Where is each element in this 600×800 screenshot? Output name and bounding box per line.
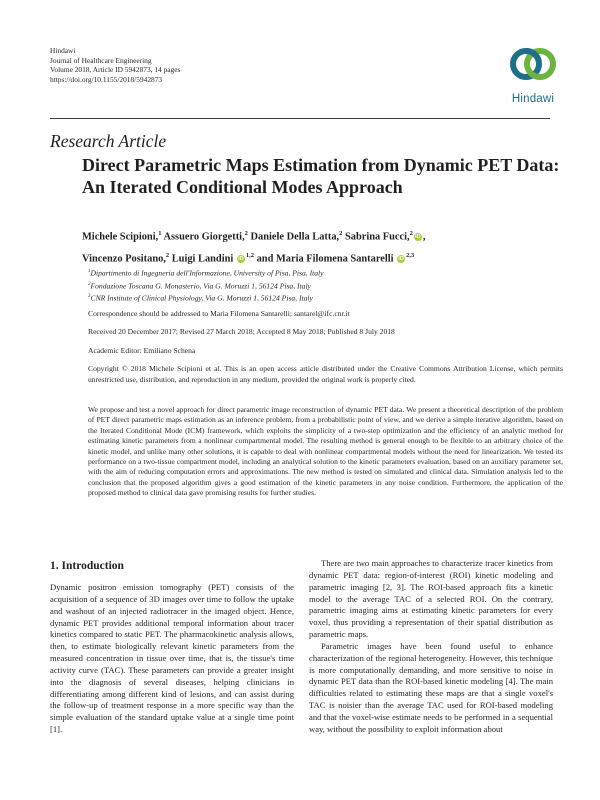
author-name[interactable]: Luigi Landini — [169, 253, 234, 265]
abstract: We propose and test a novel approach for direct parametric image reconstruction of dynamic PET data. We present a theoretical description of the problem of PET direct parametric maps estimation as an inference problem, from a probabilistic point of view, and we derive a simple iterative algorithm, based on the Iterated Conditional Mode (ICM) framework, which exploits the simplicity of a two-step optimization and the efficiency of an analytic method for estimating kinetic parameters from a nonlinear compartmental model. The resulting method is general enough to be flexible to an arbitrary choice of the kinetic model, and unlike many other solutions, it is capable to deal with nonlinear compartmental models without the need for linearization. We tested its performance on a two-tissue compartment model, including an analytical solution to the kinetic parameters evaluation, based on an auxiliary parameter set, with the aim of reducing computation errors and approximations. The new method is tested on simulated and clinical data. Simulation analysis led to the conclusion that the proposed algorithm gives a good estimation of the kinetic parameters in any noise condition. Furthermore, the application of the proposed method to clinical data gave promising results for further studies. — [88, 405, 563, 498]
hindawi-logo-text: Hindawi — [511, 93, 555, 105]
orcid-icon[interactable]: iD — [398, 256, 404, 263]
author-name[interactable]: and Maria Filomena Santarelli — [254, 253, 394, 265]
affiliation-item: $^1$Dipartimento di Ingegneria dell'Informazione, University of Pisa, Pisa, Italy — [88, 268, 324, 278]
author-name[interactable]: Sabrina Fucci, — [342, 231, 410, 243]
academic-editor: Academic Editor: Emiliano Schena — [88, 346, 196, 355]
author-name[interactable]: Daniele Della Latta, — [247, 231, 340, 243]
author-name[interactable]: Michele Scipioni, — [82, 231, 159, 243]
affiliation-marker: 1 — [158, 230, 162, 237]
author-name[interactable]: Vincenzo Positano, — [82, 253, 166, 265]
article-type: Research Article — [50, 131, 167, 151]
paragraph: Dynamic positron emission tomography (PET) consists of the acquisition of a sequence of 3D images over time to follow the uptake and washout of an injected radiotracer in the imaged object. Hence, dynamic PET provides additional temporal information about tracer kinetics compared to static PET. The pharmacokinetic analysis allows, then, to estimate biologically relevant kinetic parameters from the measured concentration in tissue over time, that is, the tissue's time activity curve (TAC). These parameters can provide a greater insight into the diagnosis of several diseases, helping clinicians in differentiating among different kind of lesions, and can assist during the follow-up of treatment response in a more specific way than the simple evaluation of the standard uptake value at a single time point [1]. — [50, 582, 294, 735]
author-line-1: Michele Scipioni,$^1$ Assuero Giorgetti,$^2$ Daniele Della Latta,$^2$ Sabrina Fucci,$^2$iD , — [82, 230, 426, 243]
journal-header — [50, 46, 180, 84]
orcid-icon[interactable]: iD — [238, 256, 244, 263]
affiliation-marker: 2,3 — [406, 251, 415, 259]
journal-name: Journal of Healthcare Engineering — [50, 55, 152, 65]
paragraph: There are two main approaches to characterize tracer kinetics from dynamic PET data: region-of-interest (ROI) kinetic modeling and parametric imaging [2, 3]. The ROI-based approach fits a kinetic model to the average TAC of a selected ROI. On the contrary, parametric imaging aims at estimating kinetic parameters for every voxel, thus providing a representation of their spatial distribution as parametric maps. — [309, 558, 553, 640]
doi-link[interactable]: https://doi.org/10.1155/2018/5942873 — [50, 74, 163, 84]
copyright-notice: Copyright © 2018 Michele Scipioni et al. This is an open access article distributed under the Creative Commons Attribution License, which permits unrestricted use, distribution, and reproduction in any medium, provided the original work is properly cited. — [88, 364, 563, 384]
article-title: Direct Parametric Maps Estimation from Dynamic PET Data: An Iterated Conditional Modes Approach — [82, 155, 560, 197]
volume-info: Volume 2018, Article ID 5942873, 14 pages — [50, 65, 181, 75]
left-column — [50, 582, 294, 736]
affiliation-marker: 2 — [409, 230, 413, 237]
author-name[interactable]: Assuero Giorgetti, — [161, 231, 245, 243]
author-list — [82, 225, 562, 269]
affiliation-marker: 2 — [339, 230, 343, 237]
affiliation-item: $^3$CNR Institute of Clinical Physiology, Via G. Moruzzi 1, 56124 Pisa, Italy — [88, 294, 313, 303]
paragraph: Parametric images have been found useful to enhance characterization of the regional heterogeneity. However, this technique is more computationally demanding, and more sensitive to noise in dynamic PET data than the ROI-based kinetic modeling [4]. The main difficulties related to estimating these maps are that a single voxel's TAC is noisier than the average TAC used for ROI-based modeling and that the voxel-wise estimate needs to be performed in a sequential way, without the possibility to exploit information about — [309, 640, 553, 734]
header-divider — [50, 118, 550, 119]
section-title: 1. Introduction — [50, 560, 124, 572]
correspondence: Correspondence should be addressed to Maria Filomena Santarelli; santarel@ifc.cnr.it — [88, 309, 350, 318]
affiliation-item: $^2$Fondazione Toscana G. Monasterio, Via G. Moruzzi 1, 56124 Pisa, Italy — [88, 281, 311, 291]
right-column — [309, 558, 553, 736]
orcid-icon[interactable]: iD — [415, 234, 421, 241]
publisher-name: Hindawi — [50, 46, 76, 55]
affiliation-list — [88, 266, 324, 304]
affiliation-marker: 2 — [244, 230, 248, 237]
affiliation-marker: 2 — [165, 251, 170, 259]
affiliation-marker: 1,2 — [245, 251, 255, 259]
article-dates: Received 20 December 2017; Revised 27 March 2018; Accepted 8 May 2018; Published 8 July 2018 — [88, 327, 395, 336]
